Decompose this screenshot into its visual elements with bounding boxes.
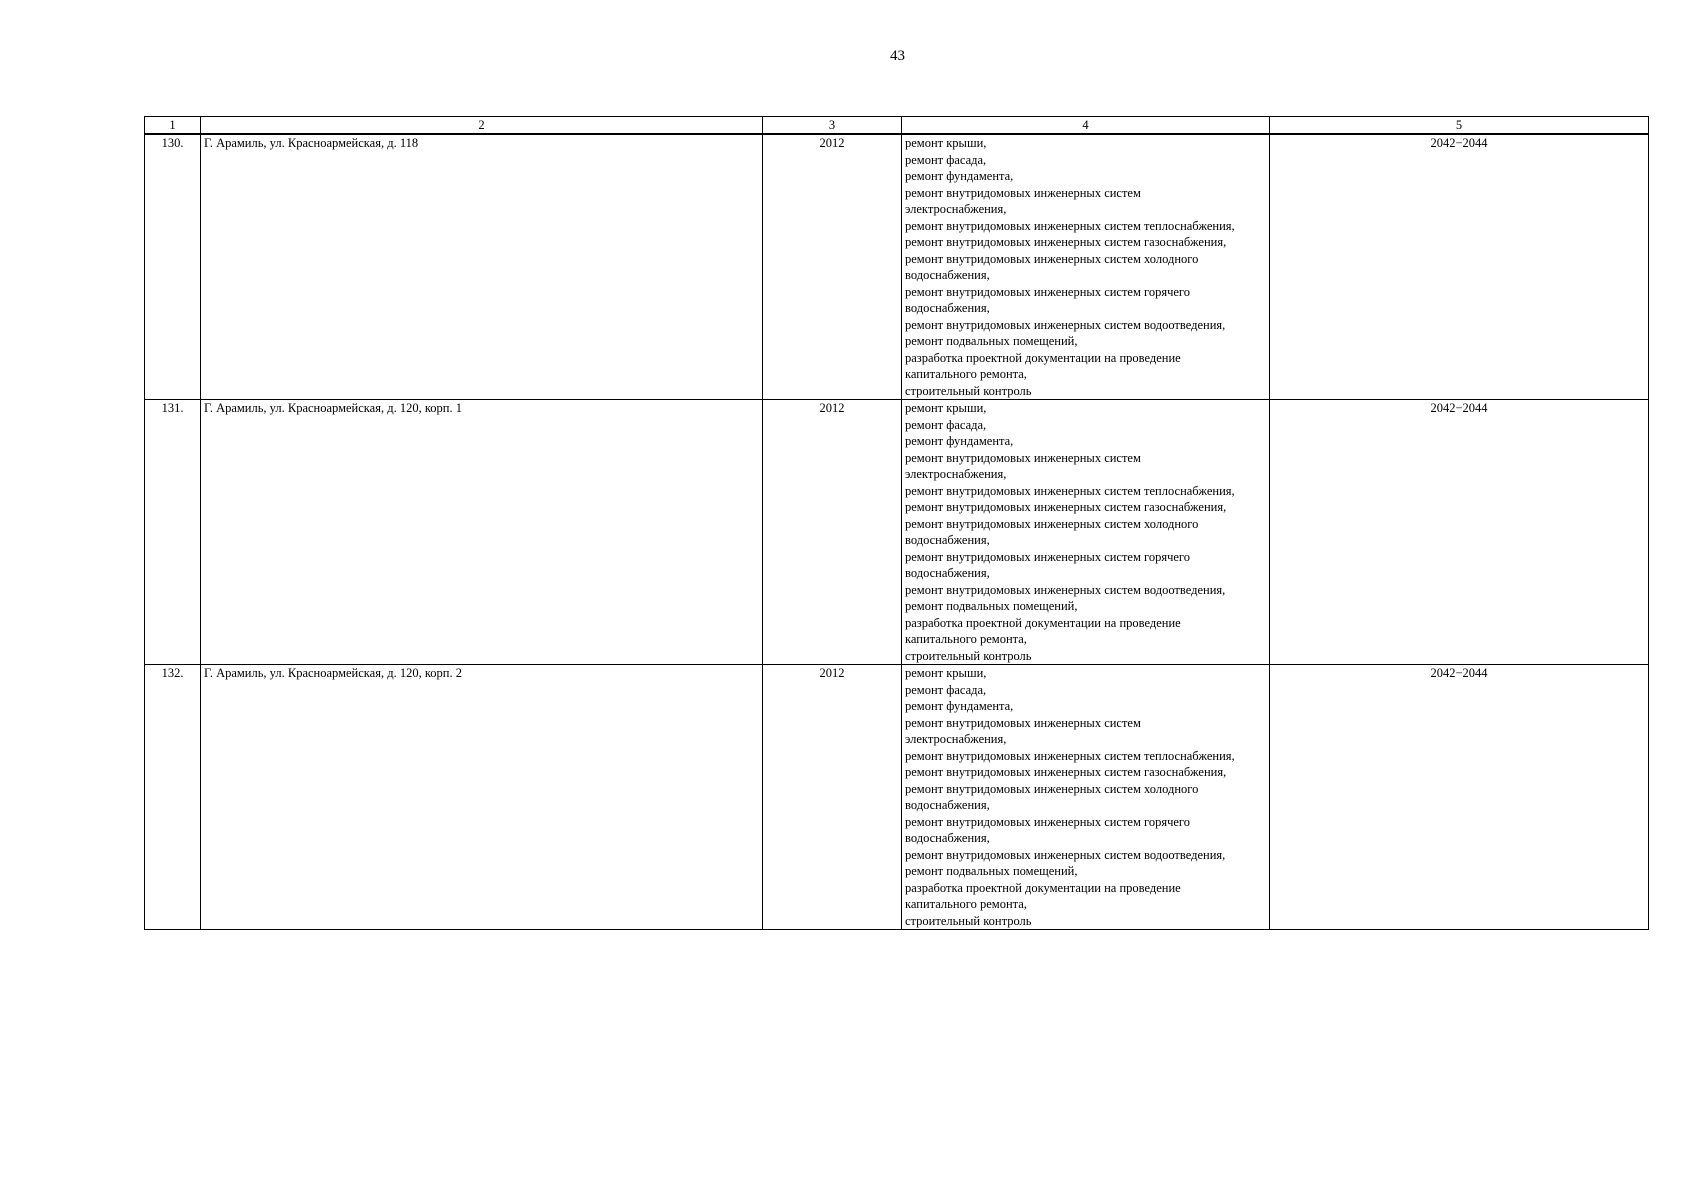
work-item: ремонт подвальных помещений, [905,864,1078,878]
column-number-row [145,117,1649,135]
work-item: водоснабжения, [905,831,990,845]
work-item: ремонт внутридомовых инженерных систем [905,450,1141,465]
work-item: ремонт внутридомовых инженерных систем теплоснабжения, [905,218,1235,233]
work-item: разработка проектной документации на проведение [905,615,1181,630]
work-item: ремонт фасада, [905,417,987,432]
work-item: водоснабжения, [905,268,990,282]
work-item: ремонт внутридомовых инженерных систем водоотведения, [905,847,1226,862]
work-item: водоснабжения, [905,301,990,315]
work-item: электроснабжения, [905,202,1007,216]
work-item: ремонт фундамента, [905,169,1014,183]
work-item: ремонт внутридомовых инженерных систем холодного [905,251,1199,266]
work-item: электроснабжения, [905,467,1007,481]
work-item: ремонт внутридомовых инженерных систем водоотведения, [905,582,1226,597]
work-item: строительный контроль [905,913,1032,928]
column-header-1: 1 [145,117,201,135]
year-cell: 2012 [763,134,902,400]
work-item: ремонт подвальных помещений, [905,599,1078,613]
work-item: капитального ремонта, [905,632,1027,646]
work-item: электроснабжения, [905,732,1007,746]
period-cell: 2042−2044 [1270,665,1649,930]
work-item: строительный контроль [905,383,1032,398]
column-header-5: 5 [1270,117,1649,135]
work-item: ремонт подвальных помещений, [905,334,1078,348]
page-number: 43 [890,48,905,64]
repair-schedule-table [144,116,1649,930]
period-cell: 2042−2044 [1270,134,1649,400]
table-row [145,400,1649,665]
row-number-cell: 131. [145,400,201,665]
work-item: ремонт внутридомовых инженерных систем холодного [905,781,1199,796]
period-cell: 2042−2044 [1270,400,1649,665]
work-item: ремонт внутридомовых инженерных систем холодного [905,516,1199,531]
row-number-cell: 130. [145,134,201,400]
work-item: водоснабжения, [905,533,990,547]
column-header-2: 2 [201,117,763,135]
work-item: ремонт крыши, [905,136,987,150]
work-item: ремонт внутридомовых инженерных систем [905,185,1141,200]
work-item: ремонт внутридомовых инженерных систем газоснабжения, [905,765,1227,779]
work-item: ремонт внутридомовых инженерных систем [905,715,1141,730]
row-number-cell: 132. [145,665,201,930]
table-row [145,134,1649,400]
works-cell [902,134,1270,400]
work-item: ремонт крыши, [905,666,987,680]
work-item: ремонт внутридомовых инженерных систем горячего [905,814,1190,829]
work-item: ремонт фасада, [905,152,987,167]
column-header-4: 4 [902,117,1270,135]
work-item: ремонт фундамента, [905,434,1014,448]
work-item: ремонт внутридомовых инженерных систем теплоснабжения, [905,748,1235,763]
works-cell [902,400,1270,665]
work-item: ремонт внутридомовых инженерных систем теплоснабжения, [905,483,1235,498]
work-item: ремонт внутридомовых инженерных систем горячего [905,549,1190,564]
work-item: разработка проектной документации на проведение [905,880,1181,895]
work-item: разработка проектной документации на проведение [905,350,1181,365]
work-item: капитального ремонта, [905,367,1027,381]
work-item: ремонт фасада, [905,682,987,697]
year-cell: 2012 [763,400,902,665]
work-item: ремонт крыши, [905,401,987,415]
works-cell [902,665,1270,930]
work-item: ремонт внутридомовых инженерных систем горячего [905,284,1190,299]
work-item: ремонт фундамента, [905,699,1014,713]
work-item: ремонт внутридомовых инженерных систем газоснабжения, [905,235,1227,249]
address-cell: Г. Арамиль, ул. Красноармейская, д. 120, корп. 2 [201,665,763,930]
address-cell: Г. Арамиль, ул. Красноармейская, д. 120, корп. 1 [201,400,763,665]
column-header-3: 3 [763,117,902,135]
work-item: капитального ремонта, [905,897,1027,911]
work-item: ремонт внутридомовых инженерных систем водоотведения, [905,317,1226,332]
work-item: строительный контроль [905,648,1032,663]
work-item: водоснабжения, [905,798,990,812]
work-item: водоснабжения, [905,566,990,580]
address-cell: Г. Арамиль, ул. Красноармейская, д. 118 [201,134,763,400]
table-row [145,665,1649,930]
year-cell: 2012 [763,665,902,930]
work-item: ремонт внутридомовых инженерных систем газоснабжения, [905,500,1227,514]
